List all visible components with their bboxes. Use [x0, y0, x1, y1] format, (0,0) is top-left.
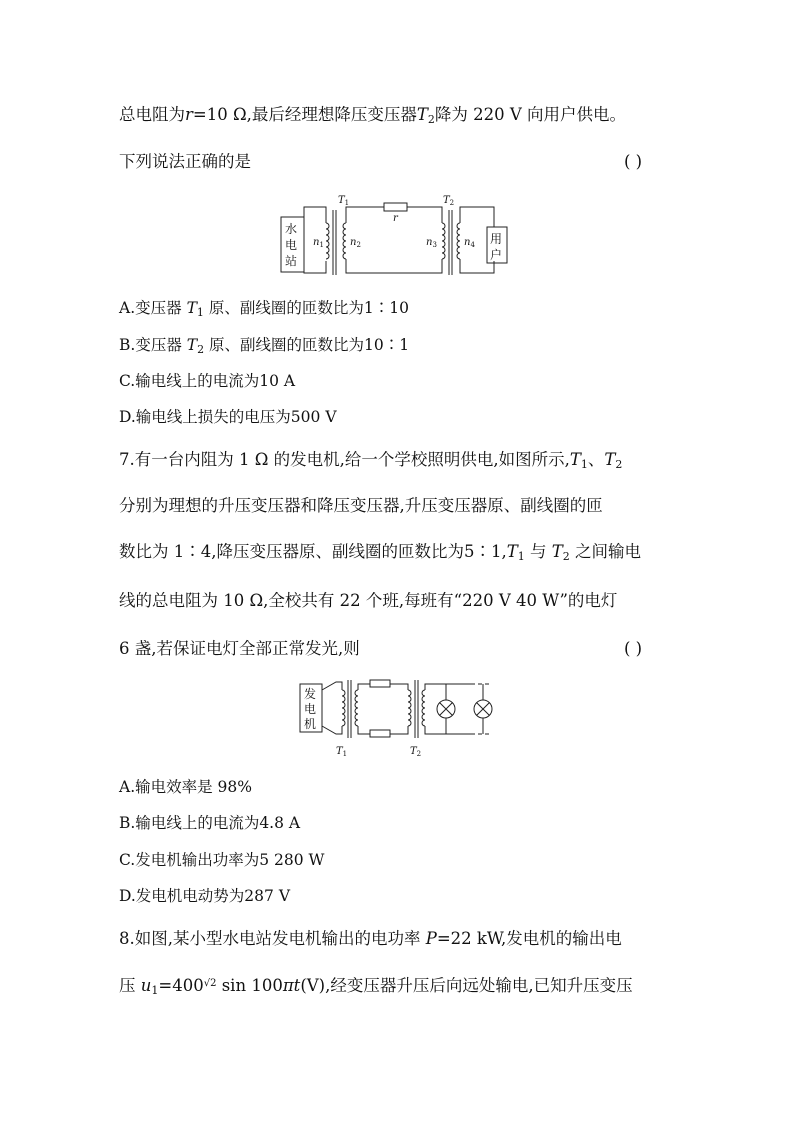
q7-line-1: 7.有一台内阻为 1 Ω 的发电机,给一个学校照明供电,如图所示$,T_1$、$T_2$	[119, 450, 623, 471]
q7-line-resistor-bottom	[370, 730, 390, 737]
q7-line-3: 数比为 1∶4,降压变压器原、副线圈的匝数比为$5∶1,T_1$ 与 $T_2$ 之间输电	[119, 542, 642, 563]
q7-line-4: 线的总电阻为 10 Ω,全校共有 22 个班,每班有“220 V 40 W”的电灯	[119, 591, 618, 610]
q6-stem-end: 总电阻为r=10 Ω,最后经理想降压变压器$T_2$降为 220 V 向用户供电。	[119, 105, 627, 126]
q6-option-a: A.变压器 $T_1$ 原、副线圈的匝数比为1∶10	[119, 299, 409, 319]
q6-option-d: D.输电线上损失的电压为500 V	[119, 408, 337, 426]
q6-circuit-diagram	[280, 193, 520, 283]
q7-label-t2: $T_2$	[410, 746, 422, 758]
q7-option-d: D.发电机电动势为287 V	[119, 887, 291, 905]
q8-line-1: 8.如图,某小型水电站发电机输出的电功率 P=22 kW,发电机的输出电	[119, 929, 622, 948]
generator-char-3: 机	[304, 717, 317, 731]
q6-prompt: 下列说法正确的是	[119, 152, 251, 171]
user-char-1: 用	[490, 232, 503, 246]
q7-t1-primary-coil	[342, 690, 345, 726]
t1-secondary-coil	[343, 223, 346, 259]
q6-option-c: C.输电线上的电流为10 A	[119, 372, 296, 390]
q7-line-2: 分别为理想的升压变压器和降压变压器,升压变压器原、副线圈的匝	[119, 496, 603, 515]
q7-t1-secondary-coil	[355, 690, 358, 726]
station-char-3: 站	[285, 254, 298, 268]
q6-answer-paren: ( )	[624, 152, 643, 171]
label-n1: $n_1$	[313, 237, 324, 249]
user-char-2: 户	[490, 248, 503, 262]
q7-line-5: 6 盏,若保证电灯全部正常发光,则	[119, 639, 360, 658]
q7-t2-secondary-coil	[422, 690, 425, 726]
station-char-2: 电	[285, 238, 298, 252]
q7-answer-paren: ( )	[624, 639, 643, 658]
q7-option-c: C.发电机输出功率为5 280 W	[119, 851, 325, 869]
t2-secondary-coil	[457, 223, 460, 259]
q7-option-a: A.输电效率是 98%	[119, 778, 252, 796]
t2-primary-coil	[442, 223, 445, 259]
q7-t2-primary-coil	[408, 690, 411, 726]
q7-line-resistor-top	[370, 680, 390, 687]
q8-line-2: 压 $u_1=400^{√2}$ sin 100πt(V),经变压器升压后向远处输电,已知升压变压	[119, 976, 633, 997]
station-char-1: 水	[285, 222, 298, 236]
q7-circuit-diagram	[296, 678, 506, 762]
label-t2: $T_2$	[443, 195, 455, 207]
q7-label-t1: $T_1$	[336, 746, 348, 758]
label-n3: $n_3$	[426, 237, 437, 249]
label-n4: $n_4$	[464, 237, 475, 249]
label-n2: $n_2$	[350, 237, 361, 249]
label-r: r	[393, 213, 398, 224]
generator-char-1: 发	[304, 687, 317, 701]
q6-option-b: B.变压器 $T_2$ 原、副线圈的匝数比为10∶1	[119, 336, 410, 356]
q7-option-b: B.输电线上的电流为4.8 A	[119, 814, 301, 832]
generator-char-2: 电	[304, 702, 317, 716]
t1-primary-coil	[326, 223, 329, 259]
line-resistor-r	[384, 203, 407, 211]
label-t1: $T_1$	[338, 195, 350, 207]
